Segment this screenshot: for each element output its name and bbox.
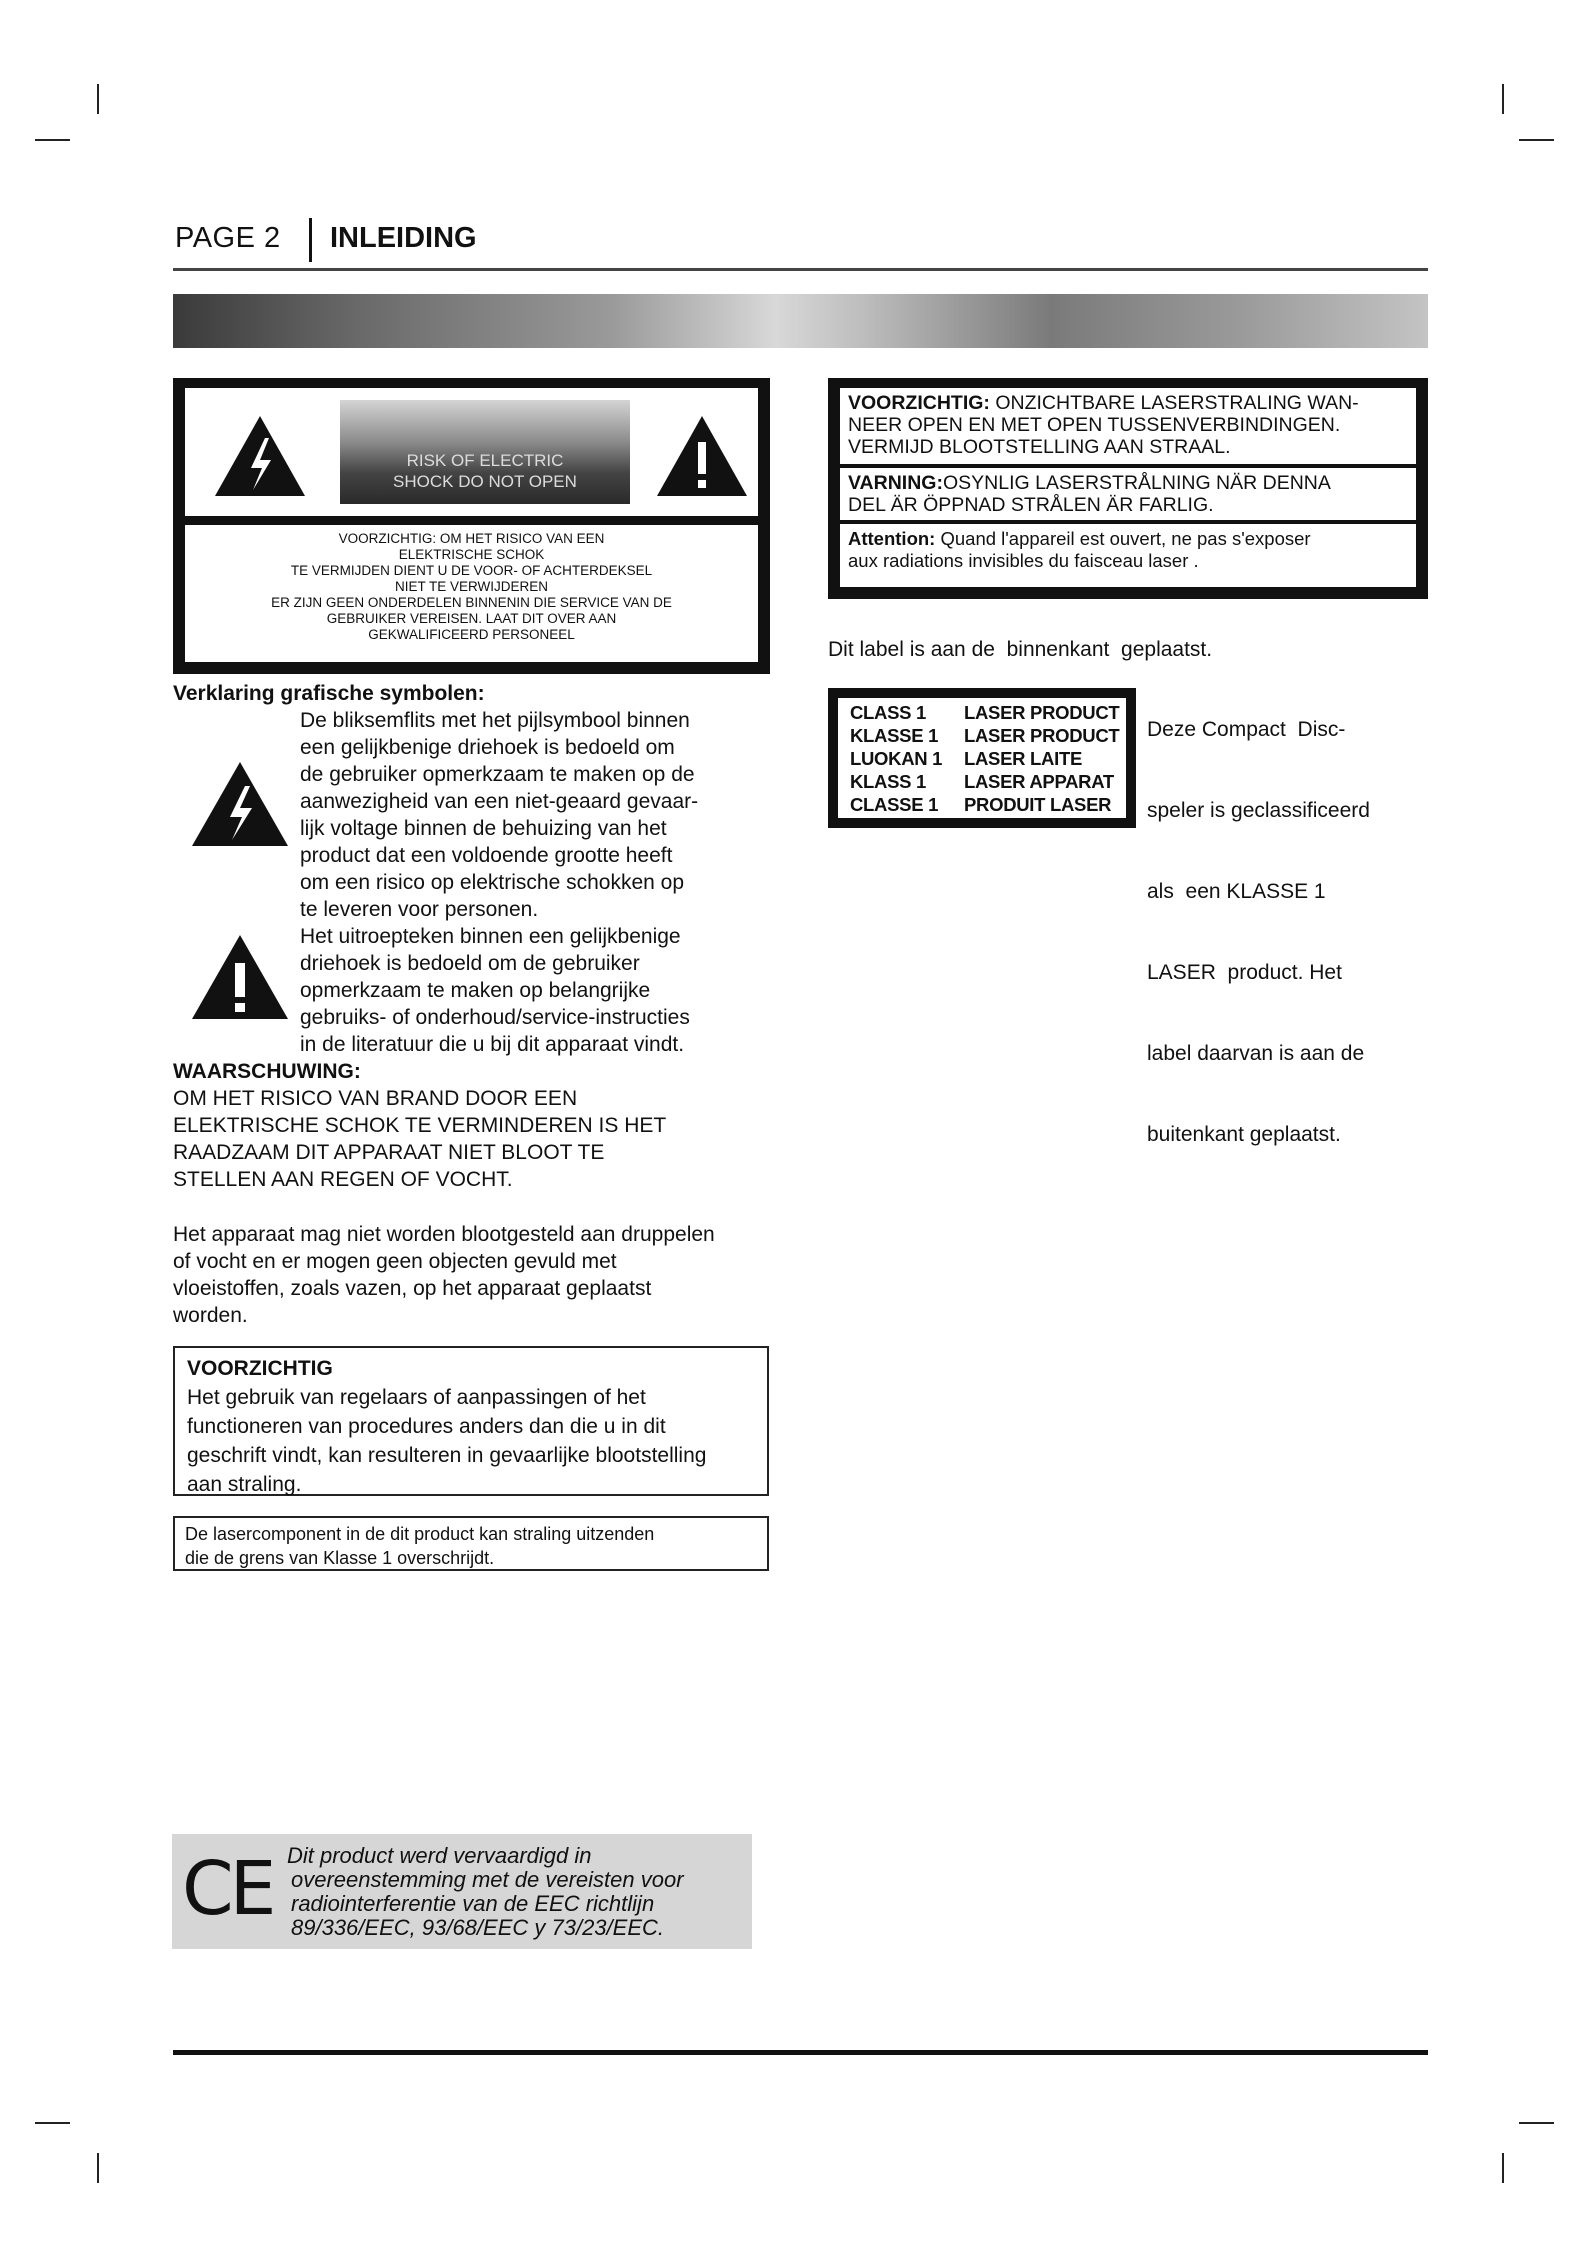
- crop-mark-top-left-v: [97, 84, 99, 114]
- caution-line: ELEKTRISCHE SCHOK: [398, 547, 545, 562]
- text-line: Quand l'appareil est ouvert, ne pas s'exposer: [935, 528, 1311, 549]
- text-line: om een risico op elektrische schokken op: [300, 871, 685, 894]
- text-line: als een KLASSE 1: [1147, 880, 1326, 903]
- text-line: aan straling.: [187, 1473, 302, 1496]
- text-line: DEL ÄR ÖPPNAD STRÅLEN ÄR FARLIG.: [848, 494, 1214, 516]
- caution-line: GEKWALIFICEERD PERSONEEL: [368, 627, 575, 642]
- plate-line-2: SHOCK DO NOT OPEN: [393, 472, 577, 491]
- text-line: aanwezigheid van een niet-geaard gevaar-: [300, 790, 699, 813]
- text-line: te leveren voor personen.: [300, 898, 539, 921]
- page-number: PAGE 2: [175, 222, 281, 254]
- crop-mark-top-right-h: [1519, 139, 1554, 141]
- laser-warning-sv: [840, 468, 1416, 520]
- text-line: opmerkzaam te maken op belangrijke: [300, 979, 651, 1002]
- warning-label: VOORZICHTIG:: [848, 392, 990, 414]
- lightning-explanation: [300, 707, 698, 923]
- text-line: functioneren van procedures anders dan die u in dit: [187, 1415, 666, 1438]
- warning-label: Attention:: [848, 528, 936, 549]
- text-line: NEER OPEN EN MET OPEN TUSSENVERBINDINGEN.: [848, 414, 1341, 436]
- text-line: product dat een voldoende grootte heeft: [300, 844, 673, 867]
- crop-mark-bottom-right-v: [1502, 2153, 1504, 2183]
- text-line: buitenkant geplaatst.: [1147, 1123, 1341, 1146]
- text-line: speler is geclassificeerd: [1147, 799, 1370, 822]
- class-code: LUOKAN 1: [850, 748, 943, 769]
- caution-label: [173, 378, 770, 674]
- lightning-warning-icon: [213, 414, 307, 498]
- class-text: LASER LAITE: [964, 748, 1082, 769]
- voorzichtig-heading: VOORZICHTIG: [187, 1357, 333, 1380]
- text-line: of vocht en er mogen geen objecten gevuld met: [173, 1250, 617, 1273]
- laser-component-note: [173, 1516, 769, 1571]
- voorzichtig-box: [173, 1346, 769, 1496]
- warning-block: [173, 1058, 666, 1193]
- text-line: label daarvan is aan de: [1147, 1042, 1365, 1065]
- caution-label-text: [185, 525, 758, 662]
- text-line: VERMIJD BLOOTSTELLING AAN STRAAL.: [848, 436, 1231, 458]
- laser-warning-nl: [840, 388, 1416, 464]
- class-text: LASER PRODUCT: [964, 702, 1120, 723]
- caution-line: VOORZICHTIG: OM HET RISICO VAN EEN: [338, 531, 605, 546]
- text-line: Het gebruik van regelaars of aanpassingen of het: [187, 1386, 646, 1409]
- warning-heading: WAARSCHUWING:: [173, 1060, 361, 1083]
- class-code: KLASS 1: [850, 771, 927, 792]
- text-line: OM HET RISICO VAN BRAND DOOR EEN: [173, 1087, 578, 1110]
- section-title: INLEIDING: [330, 222, 477, 254]
- class-text: LASER APPARAT: [964, 771, 1114, 792]
- header-rule: [173, 268, 1428, 271]
- text-line: driehoek is bedoeld om de gebruiker: [300, 952, 640, 975]
- text-line: vloeistoffen, zoals vazen, op het apparaat geplaatst: [173, 1277, 652, 1300]
- text-line: lijk voltage binnen de behuizing van het: [300, 817, 667, 840]
- class-code: KLASSE 1: [850, 725, 939, 746]
- text-line: een gelijkbenige driehoek is bedoeld om: [300, 736, 675, 759]
- crop-mark-bottom-left-v: [97, 2153, 99, 2183]
- text-line: RAADZAAM DIT APPARAAT NIET BLOOT TE: [173, 1141, 605, 1164]
- text-line: STELLEN AAN REGEN OF VOCHT.: [173, 1168, 513, 1191]
- text-line: De lasercomponent in de dit product kan straling uitzenden: [185, 1524, 655, 1544]
- shock-warning-plate: [340, 400, 630, 504]
- text-line: Deze Compact Disc-: [1147, 718, 1346, 741]
- text-line: De bliksemflits met het pijlsymbool binnen: [300, 709, 690, 732]
- text-line: overeenstemming met de vereisten voor: [291, 1867, 684, 1892]
- label-description: [1147, 662, 1370, 1175]
- warning-label: VARNING:: [848, 472, 943, 494]
- class-label-inner: [838, 698, 1126, 818]
- text-line: Het apparaat mag niet worden blootgesteld aan druppelen: [173, 1223, 715, 1246]
- text-line: LASER product. Het: [1147, 961, 1342, 984]
- ce-text: [287, 1844, 684, 1940]
- crop-mark-bottom-right-h: [1519, 2122, 1554, 2124]
- text-line: radiointerferentie van de EEC richtlijn: [291, 1891, 655, 1916]
- footer-rule: [173, 2050, 1428, 2055]
- text-line: ONZICHTBARE LASERSTRALING WAN-: [989, 392, 1359, 414]
- exclamation-explanation: [300, 923, 690, 1058]
- text-line: OSYNLIG LASERSTRÅLNING NÄR DENNA: [942, 472, 1331, 494]
- text-line: gebruiks- of onderhoud/service-instructies: [300, 1006, 690, 1029]
- class-row: [850, 794, 1112, 816]
- decorative-band: [173, 294, 1428, 348]
- caution-line: TE VERMIJDEN DIENT U DE VOOR- OF ACHTERDEKSEL: [290, 563, 653, 578]
- text-line: worden.: [173, 1304, 248, 1327]
- drip-paragraph: [173, 1221, 715, 1329]
- ce-mark-icon: CE: [182, 1846, 273, 1932]
- crop-mark-top-right-v: [1502, 84, 1504, 114]
- text-line: Het uitroepteken binnen een gelijkbenige: [300, 925, 681, 948]
- ce-conformity-box: [172, 1834, 752, 1949]
- caution-label-top: [185, 388, 758, 516]
- text-line: ELEKTRISCHE SCHOK TE VERMINDEREN IS HET: [173, 1114, 667, 1137]
- laser-warning-fr: [840, 524, 1416, 587]
- caution-line: GEBRUIKER VEREISEN. LAAT DIT OVER AAN: [326, 611, 617, 626]
- text-line: Dit product werd vervaardigd in: [287, 1843, 592, 1868]
- class-code: CLASS 1: [850, 702, 927, 723]
- caution-line: ER ZIJN GEEN ONDERDELEN BINNENIN DIE SERVICE VAN DE: [271, 595, 672, 610]
- crop-mark-top-left-h: [35, 139, 70, 141]
- class-row: [850, 748, 1082, 770]
- text-line: 89/336/EEC, 93/68/EEC y 73/23/EEC.: [291, 1915, 665, 1940]
- text-line: de gebruiker opmerkzaam te maken op de: [300, 763, 695, 786]
- exclamation-warning-icon: [655, 414, 749, 498]
- class-text: LASER PRODUCT: [964, 725, 1120, 746]
- class-row: [850, 702, 1120, 724]
- class-row: [850, 771, 1114, 793]
- class-row: [850, 725, 1120, 747]
- crop-mark-bottom-left-h: [35, 2122, 70, 2124]
- class-1-laser-label: [828, 688, 1136, 828]
- label-intro: Dit label is aan de binnenkant geplaatst.: [828, 638, 1213, 661]
- laser-warnings-box: [828, 378, 1428, 599]
- text-line: in de literatuur die u bij dit apparaat vindt.: [300, 1033, 685, 1056]
- lightning-symbol-icon: [190, 760, 290, 848]
- class-code: CLASSE 1: [850, 794, 939, 815]
- class-text: PRODUIT LASER: [964, 794, 1112, 815]
- caution-line: NIET TE VERWIJDEREN: [394, 579, 549, 594]
- exclamation-symbol-icon: [190, 933, 290, 1021]
- text-line: geschrift vindt, kan resulteren in gevaarlijke blootstelling: [187, 1444, 707, 1467]
- plate-line-1: RISK OF ELECTRIC: [406, 451, 564, 470]
- header-separator: [309, 218, 312, 262]
- text-line: aux radiations invisibles du faisceau laser .: [848, 550, 1199, 571]
- symbols-heading: Verklaring grafische symbolen:: [173, 682, 485, 705]
- text-line: die de grens van Klasse 1 overschrijdt.: [185, 1548, 495, 1568]
